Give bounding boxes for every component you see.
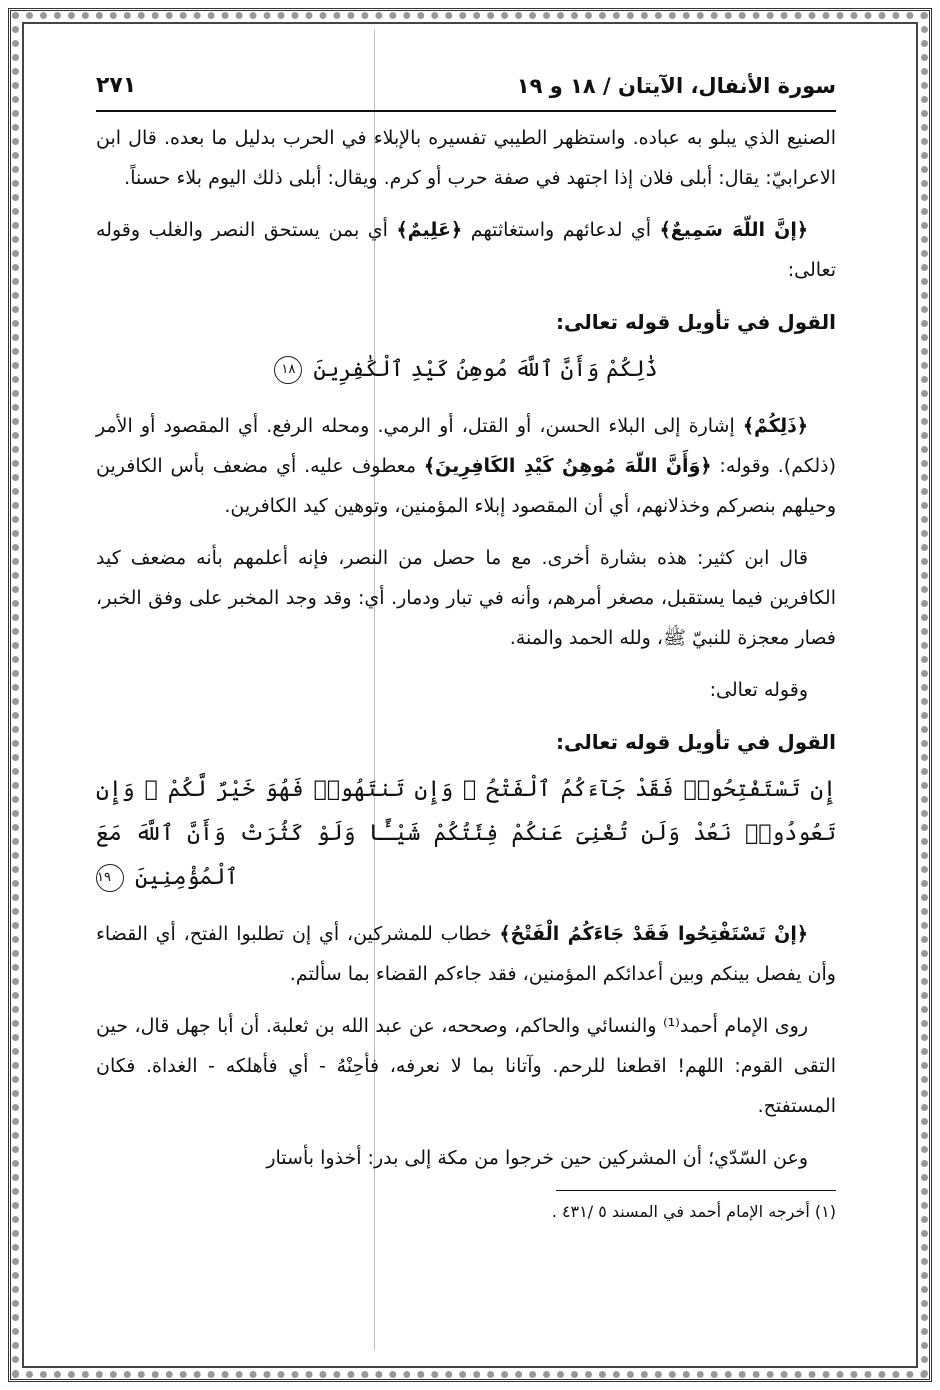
paragraph-1: الصنيع الذي يبلو به عباده. واستظهر الطيبي تفسيره بالإبلاء في الحرب بدليل ما بعده. قال ابن الاعرابيّ: يقال: أبلى فلان إذا اجتهد في صفة حرب أو كرم. ويقال: أبلى ذلك اليوم بلاء حسناً. (96, 127, 836, 189)
ayah-number-marker: ١٨ (274, 356, 302, 384)
paragraph-text: أي لدعائهم واستغاثتهم (462, 219, 660, 241)
section-heading-1: القول في تأويل قوله تعالى: (556, 310, 836, 334)
paragraph-2 (96, 210, 836, 290)
section-heading-2: القول في تأويل قوله تعالى: (556, 730, 836, 754)
paragraph-3 (96, 406, 836, 526)
paragraph-text: معطوف عليه. أي مضعف بأس الكافرين وحيلهم بنصركم وخذلانهم، أي أن المقصود إبلاء المؤمنين، وتوهين كيد الكافرين. (96, 455, 836, 517)
paragraph-text: خطاب للمشركين، أي إن تطلبوا الفتح، أي القضاء وأن يفصل بينكم وبين أعدائكم المؤمنين، فقد جاءكم القضاء بما سألتم. (96, 923, 836, 985)
paragraph-6 (96, 914, 836, 994)
surah-title: سورة الأنفال، الآيتان / ١٨ و ١٩ (516, 74, 836, 98)
ayah-19 (96, 768, 836, 900)
ayah-text: إِن تَسْتَفْتِحُوا۟ فَقَدْ جَآءَكُمُ ٱلْفَتْحُ ۖ وَإِن تَنتَهُوا۟ فَهُوَ خَيْرٌ لَّكُمْ ۖ وَإِن تَعُودُوا۟ نَعُدْ وَلَن تُغْنِىَ عَنكُمْ فِئَتُكُمْ شَيْـًٔا وَلَوْ كَثُرَتْ وَأَنَّ ٱللَّهَ مَعَ ٱلْمُؤْمِنِينَ (96, 777, 836, 890)
footnote: (١) أخرجه الإمام أحمد في المسند ٥ /٤٣١ . (551, 1202, 836, 1221)
paragraph-7: روى الإمام أحمد⁽¹⁾ والنسائي والحاكم، وصححه، عن عبد الله بن ثعلبة. أن أبا جهل قال، حين التقى القوم: اللهم! اقطعنا للرحم. وآتانا بما لا نعرفه، فأحِنْهُ - أي فأهلكه - الغداة. فكان المستفتح. (96, 1015, 836, 1117)
paragraph-text: إشارة إلى البلاء الحسن، أو القتل، أو الرمي. ومحله الرفع. أي المقصود أو الأمر (ذلكم). وقوله: (96, 415, 836, 477)
page-header (96, 66, 836, 112)
quran-quote: ﴿عَلِيمٌ﴾ (396, 219, 463, 241)
ayah-number-marker: ١٩ (96, 864, 124, 892)
quran-quote: ﴿إنَّ اللّهَ سَمِيعٌ﴾ (659, 219, 808, 241)
paragraph-text: أي بمن يستحق النصر والغلب وقوله تعالى: (96, 219, 836, 281)
quran-quote: ﴿وَأَنَّ اللّهَ مُوهِنُ كَيْدِ الكَافِرِينَ﴾ (423, 455, 712, 477)
paragraph-8: وعن السّدّي؛ أن المشركين حين خرجوا من مكة إلى بدر: أخذوا بأستار (266, 1147, 808, 1169)
ayah-18 (96, 348, 836, 392)
paragraph-4: قال ابن كثير: هذه بشارة أخرى. مع ما حصل من النصر، فإنه أعلمهم بأنه مضعف كيد الكافرين فيما يستقبل، مصغر أمرهم، وأنه في تبار ودمار. أي: وقد وجد المخبر على وفق الخبر، فصار معجزة للنبيّ ﷺ، ولله الحمد والمنة. (96, 547, 836, 649)
footnote-separator (556, 1190, 836, 1191)
paragraph-5: وقوله تعالى: (709, 679, 808, 701)
page-content (96, 66, 836, 1227)
quran-quote: ﴿إنْ تَسْتَفْتِحُوا فَقَدْ جَاءَكُمُ الْفَتْحُ﴾ (499, 923, 808, 945)
quran-quote: ﴿ذَلِكُمْ﴾ (742, 415, 808, 437)
ayah-text: ذَٰلِكُمْ وَأَنَّ ٱللَّهَ مُوهِنُ كَيْدِ ٱلْكَٰفِرِينَ (313, 357, 658, 382)
page-number: ٢٧١ (96, 73, 137, 98)
